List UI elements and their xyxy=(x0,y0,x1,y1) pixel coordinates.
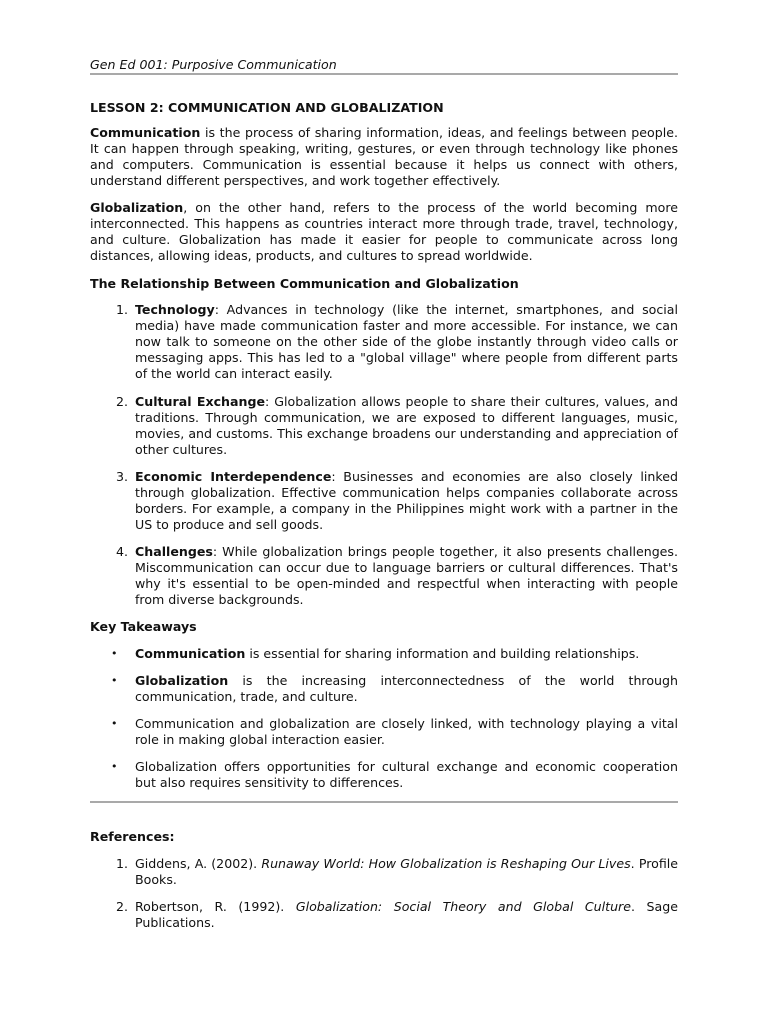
term-globalization: Globalization xyxy=(90,200,184,215)
bullet-term: Communication xyxy=(135,646,246,661)
list-number: 4. xyxy=(115,544,128,559)
bullet-text: Globalization offers opportunities for cultural exchange and economic cooperation but also requires sensitivity to differences. xyxy=(135,759,678,790)
reference-number: 2. xyxy=(115,899,128,914)
list-term: Economic Interdependence xyxy=(135,469,332,484)
reference-authors: Giddens, A. (2002). xyxy=(135,856,262,871)
paragraph-text: is the process of sharing information, ideas, and feelings between people. It can happen through speaking, writing, gestures, or even through technology like phones and computers. Communication is essential because it helps us connect with others, understand different perspectives, and work together effectively. xyxy=(90,125,678,188)
bullet-text: Communication and globalization are closely linked, with technology playing a vital role in making global interaction easier. xyxy=(135,716,678,747)
bullet-term: Globalization xyxy=(135,673,229,688)
list-term: Technology xyxy=(135,302,215,317)
bullet-item xyxy=(111,646,678,662)
bullet-icon: • xyxy=(111,717,118,730)
takeaways-heading: Key Takeaways xyxy=(90,619,197,634)
reference-publisher: . Profile Books. xyxy=(135,856,678,887)
reference-number: 1. xyxy=(115,856,128,871)
list-text: : Businesses and economies are also closely linked through globalization. Effective communication helps companies collaborate across borders. For example, a company in the Philippines might work with a partner in the US to produce and sell goods. xyxy=(135,469,678,532)
relationship-heading: The Relationship Between Communication and Globalization xyxy=(90,276,519,291)
intro-paragraph-communication xyxy=(90,125,678,189)
list-item xyxy=(115,544,678,608)
list-item xyxy=(115,394,678,458)
bullet-icon: • xyxy=(111,760,118,773)
bullet-item xyxy=(111,673,678,705)
section-divider xyxy=(90,801,678,803)
list-text: : While globalization brings people together, it also presents challenges. Miscommunication can occur due to language barriers or cultural differences. That's why it's essential to be open-minded and respectful when interacting with people from diverse backgrounds. xyxy=(135,544,678,607)
list-item xyxy=(115,469,678,533)
list-text: : Advances in technology (like the internet, smartphones, and social media) have made communication faster and more accessible. For instance, we can now talk to someone on the other side of the globe instantly through video calls or messaging apps. This has led to a "global village" where people from different parts of the world can interact easily. xyxy=(135,302,678,381)
header-divider xyxy=(90,73,678,75)
term-communication: Communication xyxy=(90,125,201,140)
list-number: 2. xyxy=(115,394,128,409)
bullet-item xyxy=(111,759,678,791)
bullet-item xyxy=(111,716,678,748)
list-term: Challenges xyxy=(135,544,213,559)
list-number: 3. xyxy=(115,469,128,484)
references-heading: References: xyxy=(90,829,175,844)
lesson-title: LESSON 2: COMMUNICATION AND GLOBALIZATION xyxy=(90,100,444,115)
reference-publisher: . Sage Publications. xyxy=(135,899,678,930)
intro-paragraph-globalization xyxy=(90,200,678,264)
reference-title: Runaway World: How Globalization is Reshaping Our Lives xyxy=(261,856,631,871)
bullet-text: is essential for sharing information and building relationships. xyxy=(245,646,640,661)
paragraph-text: , on the other hand, refers to the process of the world becoming more interconnected. This happens as countries interact more through trade, travel, technology, and culture. Globalization has made it easier for people to communicate across long distances, allowing ideas, products, and cultures to spread worldwide. xyxy=(90,200,678,263)
bullet-icon: • xyxy=(111,647,118,660)
reference-item xyxy=(115,856,678,888)
list-text: : Globalization allows people to share their cultures, values, and traditions. Through communication, we are exposed to different languages, music, movies, and customs. This exchange broadens our understanding and appreciation of other cultures. xyxy=(135,394,678,457)
reference-item xyxy=(115,899,678,931)
bullet-icon: • xyxy=(111,674,118,687)
bullet-text: is the increasing interconnectedness of the world through communication, trade, and culture. xyxy=(135,673,678,704)
list-term: Cultural Exchange xyxy=(135,394,266,409)
list-item xyxy=(115,302,678,382)
reference-title: Globalization: Social Theory and Global Culture xyxy=(295,899,631,914)
course-header: Gen Ed 001: Purposive Communication xyxy=(90,57,337,72)
list-number: 1. xyxy=(115,302,128,317)
reference-authors: Robertson, R. (1992). xyxy=(135,899,296,914)
